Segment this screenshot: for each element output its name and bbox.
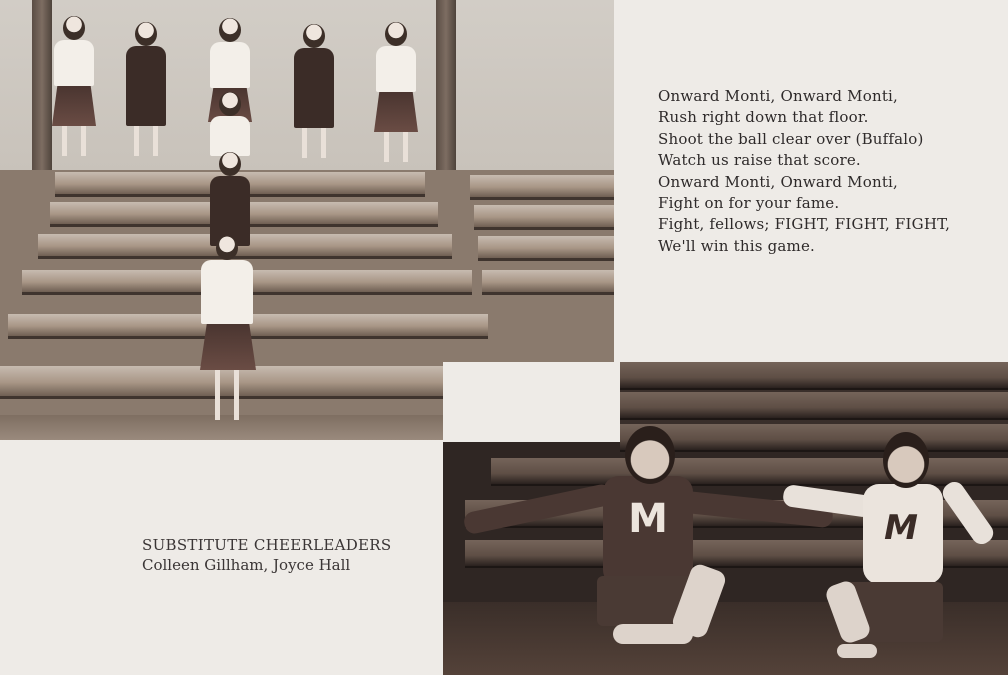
cheerleader-right (803, 432, 1003, 667)
substitute-cheerleaders-photo (443, 362, 1008, 675)
bleacher-row (620, 362, 1008, 390)
cheerleader-figure (124, 22, 168, 156)
song-line: We'll win this game. (658, 236, 815, 255)
sweater-letter: M (884, 508, 918, 548)
song-line: Fight on for your fame. (658, 194, 840, 213)
song-line: Fight, fellows; FIGHT, FIGHT, FIGHT, (658, 215, 951, 234)
bleacher-row (478, 236, 614, 261)
school-song-lyrics (658, 86, 998, 257)
song-line: Onward Monti, Onward Monti, (658, 87, 899, 105)
cheerleader-figure (200, 236, 254, 420)
bleacher-row (474, 205, 614, 230)
cheerleader-figure (292, 24, 336, 158)
cheerleader-figure (52, 16, 96, 156)
caption-title: SUBSTITUTE CHEERLEADERS (142, 536, 392, 554)
cheerleader-figure (208, 92, 252, 156)
bleacher-row (620, 392, 1008, 420)
song-line: Onward Monti, Onward Monti, (658, 172, 899, 191)
bleacher-row (470, 175, 614, 200)
cheerleader-figure (374, 22, 418, 162)
bleacher-row (482, 270, 614, 295)
song-line: Shoot the ball clear over (Buffalo) (658, 129, 924, 148)
song-line: Watch us raise that score. (658, 151, 861, 170)
bleacher-row (0, 366, 510, 399)
cheerleader-left (593, 426, 813, 671)
photo-caption (142, 535, 432, 575)
sweater-letter: M (628, 496, 668, 542)
caption-names: Colleen Gillham, Joyce Hall (142, 556, 351, 574)
cheerleader-figure (208, 152, 252, 246)
song-line: Rush right down that floor. (658, 108, 869, 127)
